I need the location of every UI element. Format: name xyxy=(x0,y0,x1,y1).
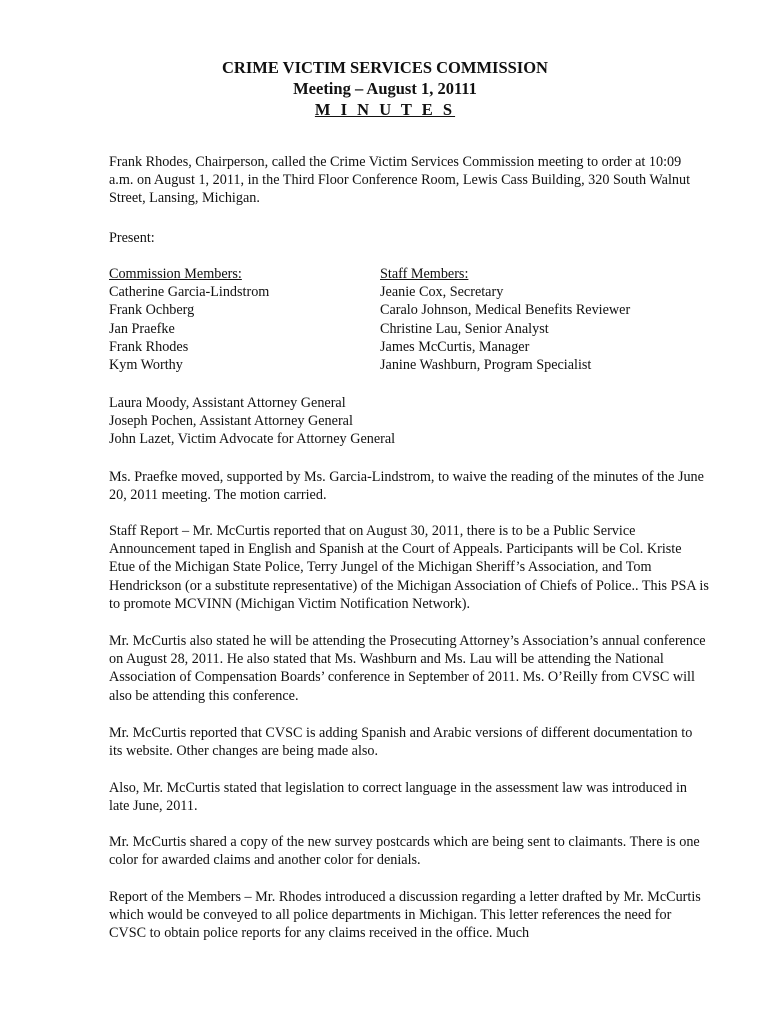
list-item: Caralo Johnson, Medical Benefits Reviewer xyxy=(380,302,631,319)
list-item: Joseph Pochen, Assistant Attorney General xyxy=(109,413,353,430)
meeting-date: Meeting – August 1, 20111 xyxy=(293,79,477,98)
list-item: Janine Washburn, Program Specialist xyxy=(380,357,592,374)
list-item: Kym Worthy xyxy=(109,357,183,374)
list-item: Christine Lau, Senior Analyst xyxy=(380,320,549,337)
list-item: James McCurtis, Manager xyxy=(380,338,530,355)
website-paragraph: Mr. McCurtis reported that CVSC is adding Spanish and Arabic versions of different documentation to its website. Other changes are being made also. xyxy=(109,725,693,760)
commission-members-heading: Commission Members: xyxy=(109,266,242,282)
list-item: Catherine Garcia-Lindstrom xyxy=(109,284,270,301)
legislation-paragraph: Also, Mr. McCurtis stated that legislation to correct language in the assessment law was introduced in late June, 2011. xyxy=(109,780,688,815)
commission-members-list xyxy=(109,265,369,374)
minutes-label: M I N U T E S xyxy=(314,100,456,119)
guests-list xyxy=(109,394,709,449)
postcards-paragraph: Mr. McCurtis shared a copy of the new survey postcards which are being sent to claimants. There is one color for awarded claims and another color for denials. xyxy=(109,834,700,869)
document-header xyxy=(0,57,770,120)
list-item: Laura Moody, Assistant Attorney General xyxy=(109,395,346,411)
list-item: Frank Ochberg xyxy=(109,302,195,319)
list-item: Jeanie Cox, Secretary xyxy=(380,284,504,301)
intro-paragraph: Frank Rhodes, Chairperson, called the Crime Victim Services Commission meeting to order at 10:09 a.m. on August 1, 2011, in the Third Floor Conference Room, Lewis Cass Building, 320 South Walnut Street, Lansing, Michigan. xyxy=(109,154,691,207)
staff-members-heading: Staff Members: xyxy=(380,266,469,282)
list-item: Jan Praefke xyxy=(109,320,175,337)
staff-members-list xyxy=(380,265,700,374)
conference-paragraph: Mr. McCurtis also stated he will be attending the Prosecuting Attorney’s Association’s annual conference on August 28, 2011. He also stated that Ms. Washburn and Ms. Lau will be attending the National Association of Compensation Boards’ conference in September of 2011. Ms. O’Reilly from CVSC will also be attending this conference. xyxy=(109,633,706,704)
present-label: Present: xyxy=(109,230,155,246)
document-title: CRIME VICTIM SERVICES COMMISSION xyxy=(222,58,548,77)
list-item: John Lazet, Victim Advocate for Attorney General xyxy=(109,431,396,448)
members-report-paragraph: Report of the Members – Mr. Rhodes introduced a discussion regarding a letter drafted by Mr. McCurtis which would be conveyed to all police departments in Michigan. This letter references the need for CVSC to obtain police reports for any claims received in the office. Much xyxy=(109,889,701,942)
staff-report-paragraph: Staff Report – Mr. McCurtis reported that on August 30, 2011, there is to be a Public Service Announcement taped in English and Spanish at the Court of Appeals. Participants will be Col. Kriste Etue of the Michigan State Police, Terry Jungel of the Michigan Sheriff’s Association, and Tom Hendrickson (or a substitute representative) of the Michigan Association of Chiefs of Police.. This PSA is to promote MCVINN (Michigan Victim Notification Network). xyxy=(109,523,709,612)
list-item: Frank Rhodes xyxy=(109,338,189,355)
motion-paragraph: Ms. Praefke moved, supported by Ms. Garcia-Lindstrom, to waive the reading of the minutes of the June 20, 2011 meeting. The motion carried. xyxy=(109,469,704,504)
